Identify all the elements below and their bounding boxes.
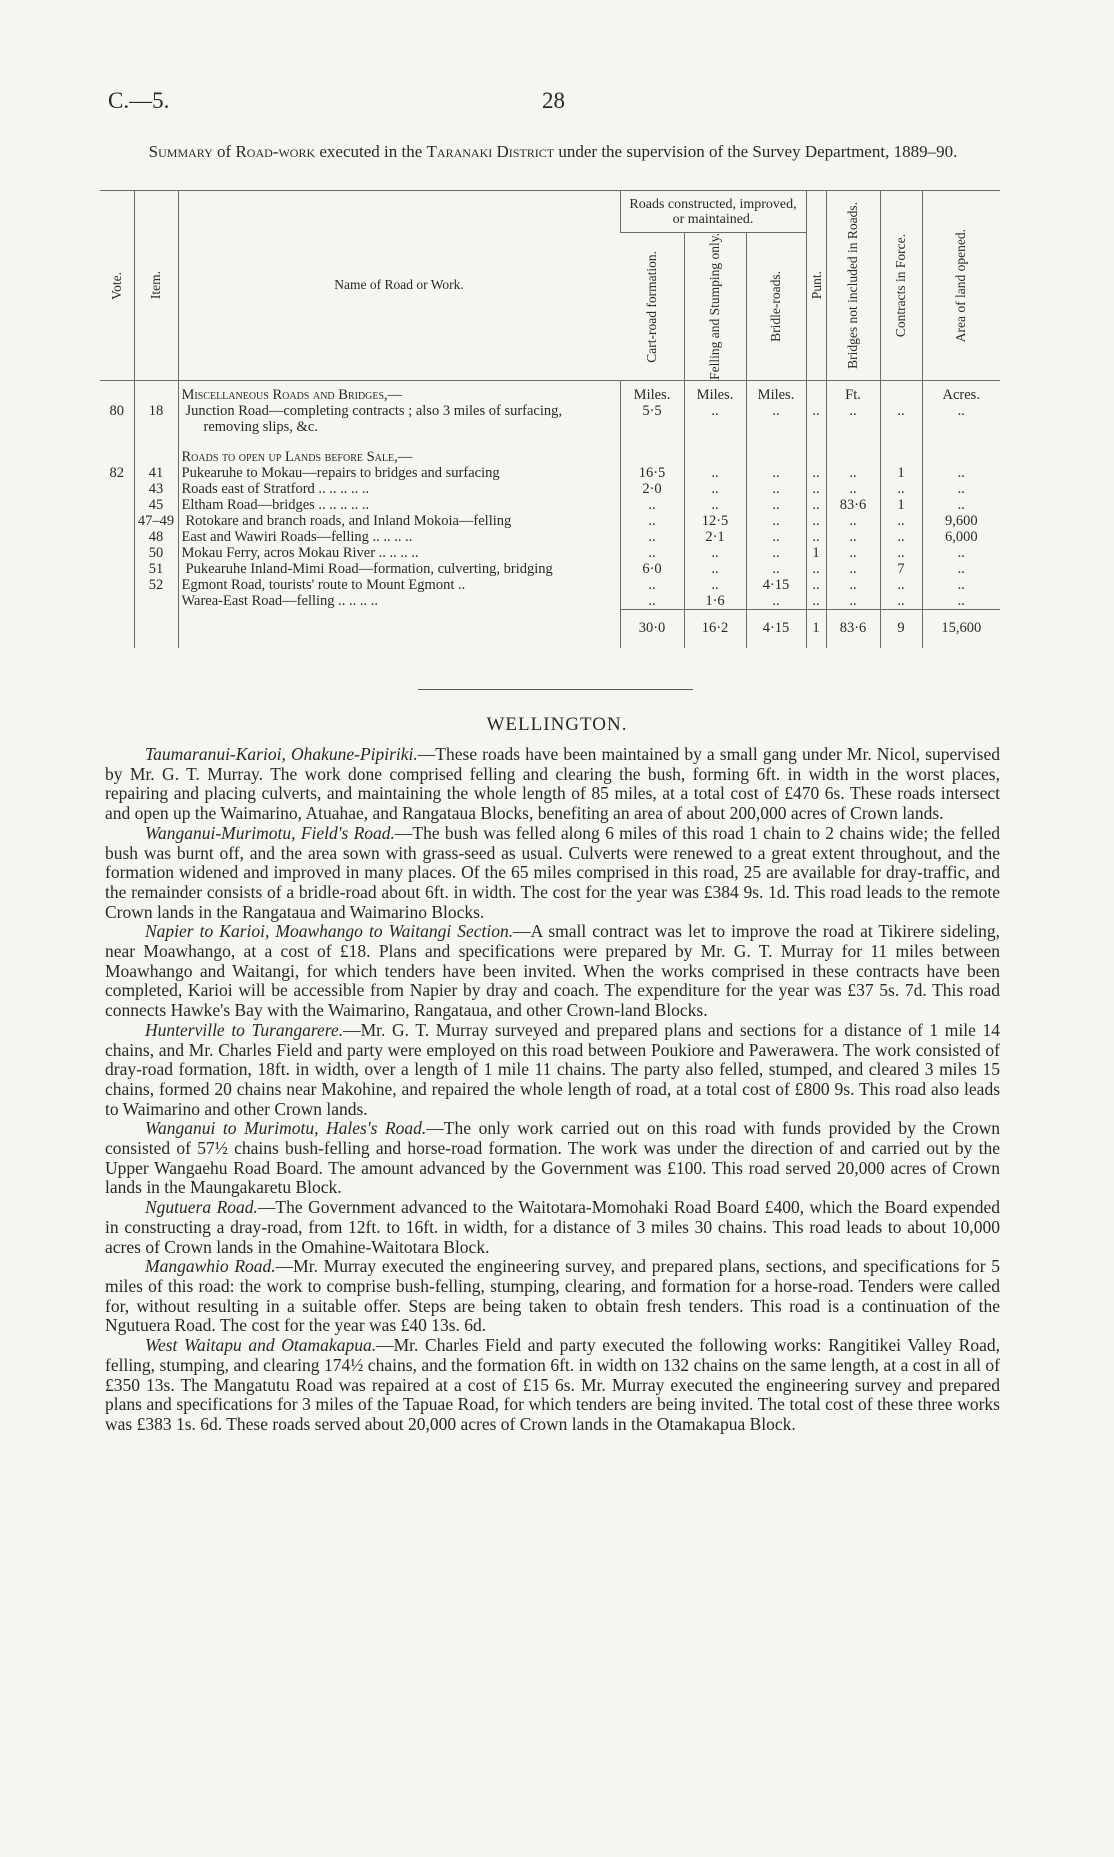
road-work-table [100,190,1000,648]
col-item-header: Item. [134,191,178,381]
table-row: 45 Eltham Road—bridges .. .. .. .. .. .. .. .. .. 83·6 1 .. [100,497,1000,513]
section-heading: Miscellaneous Roads and Bridges,— [181,386,403,403]
col-cart-road-header: Cart-road formation. [620,233,684,381]
table-row: 82 41 Pukearuhe to Mokau—repairs to bridges and surfacing 16·5 .. .. .. .. 1 .. [100,465,1000,481]
col-area-header: Area of land opened. [922,191,1000,381]
paragraph: West Waitapu and Otamakapua.—Mr. Charles Field and party executed the following works: Rangitikei Valley Road, felling, stumping, and clearing 174½ chains, and the formation 6ft. in width on 132 chains on the same length, at a cost in all of £350 13s. The Mangatutu Road was repaired at a cost of £15 6s. Mr. Murray executed the engineering survey and prepared plans and specifications for 3 miles of the Tapuae Road, for which tenders are being invited. The total cost of these three works was £383 1s. 6d. These roads served about 20,000 acres of Crown lands in the Otamakapua Block. [105,1335,1000,1434]
col-bridle-header: Bridle-roads. [746,233,806,381]
table-row: 52 Egmont Road, tourists' route to Mount Egmont .. .. .. 4·15 .. .. .. .. [100,577,1000,593]
paragraph: Taumaranui-Karioi, Ohakune-Pipiriki.—These roads have been maintained by a small gang under Mr. Nicol, supervised by Mr. G. T. Murray. The work done comprised felling and clearing the bush, forming 6ft. in width in the worst places, repairing and placing culverts, and maintaining the whole length of 85 miles, at a total cost of £470 6s. These roads intersect and open up the Waimarino, Atuahae, and Rangataua Blocks, benefiting an area of about 200,000 acres of Crown lands. [105,744,1001,824]
table-row: 80 18 Junction Road—completing contracts ; also 3 miles of surfacing, removing slips, &c. 5·5 .. .. .. .. .. .. [100,403,1000,435]
table-row: 50 Mokau Ferry, acros Mokau River .. .. .. .. .. .. .. 1 .. .. .. [100,545,1000,561]
section-heading: Roads to open up Lands before Sale,— [181,448,413,465]
paragraph: Wanganui-Murimotu, Field's Road.—The bush was felled along 6 miles of this road 1 chain to 2 chains wide; the felled bush was burnt off, and the area sown with grass-seed as usual. Culverts were renewed to a great extent throughout, and the formation widened and improved in many places. Of the 65 miles comprised in this road, 25 are available for dray-traffic, and the remainder consists of a bridle-road about 6ft. in width. The cost for the year was £384 9s. 1d. This road leads to the remote Crown lands in the Rangataua and Waimarino Blocks. [105,822,1000,922]
col-contracts-header: Contracts in Force. [880,191,922,381]
table-row: Miscellaneous Roads and Bridges,— Miles. Miles. Miles. Ft. Acres. [100,380,1000,403]
totals-row: 30·0 16·2 4·15 1 83·6 9 15,600 [100,609,1000,648]
col-punt-header: Punt. [806,191,826,381]
page-number: 28 [542,88,565,113]
table-row: 43 Roads east of Stratford .. .. .. .. .. 2·0 .. .. .. .. .. .. [100,481,1000,497]
wellington-body [105,745,1000,1435]
col-group-header: Roads constructed, improved, or maintained. [620,191,806,233]
section-title-wellington: WELLINGTON. [486,714,628,735]
paragraph: Hunterville to Turangarere.—Mr. G. T. Murray surveyed and prepared plans and sections for a distance of 1 mile 14 chains, and Mr. Charles Field and party were employed on this road between Poukiore and Pawerawera. The work consisted of dray-road formation, 18ft. in width, over a length of 1 mile 11 chains. The party also felled, stumped, and cleared 3 miles 15 chains, formed 20 chains near Makohine, and repaired the whole length of road, at a total cost of £800 9s. This road also leads to Waimarino and other Crown lands. [105,1019,1001,1119]
table-row: 48 East and Wawiri Roads—felling .. .. .. .. .. 2·1 .. .. .. .. 6,000 [100,529,1000,545]
paragraph: Napier to Karioi, Moawhango to Waitangi Section.—A small contract was let to improve the road at Tikirere sideling, near Moawhango, at a cost of £18. Plans and specifications were prepared by Mr. G. T. Murray for 11 miles between Moawhango and Waitangi, for which tenders have been invited. When the works comprised in these contracts have been completed, Karioi will be accessible from Napier by dray and coach. The expenditure for the year was £37 5s. 7d. This road connects Hawke's Bay with the Waimarino, Rangataua, and other Crown-land Blocks. [105,921,1000,1021]
paragraph: Mangawhio Road.—Mr. Murray executed the engineering survey, and prepared plans, sections, and specifications for 5 miles of this road: the work to comprise bush-felling, stumping, clearing, and formation for a horse-road. Tenders were called for, without resulting in a suitable offer. Steps are being taken to obtain fresh tenders. This road is a continuation of the Ngutuera Road. The cost for the year was £40 13s. 6d. [105,1256,1000,1336]
table-row: Warea-East Road—felling .. .. .. .. .. 1·6 .. .. .. .. .. [100,593,1000,610]
col-bridges-header: Bridges not included in Roads. [826,191,880,381]
table-row [100,449,1000,465]
summary-title: Summary of Road-work executed in the Taranaki District under the supervision of the Survey Department, 1889–90. [148,142,958,161]
page-header [108,88,1006,122]
col-name-header: Name of Road or Work. [178,191,620,381]
section-divider [418,689,693,690]
col-felling-header: Felling and Stumping only. [684,233,746,381]
col-vote-header: Vote. [100,191,134,381]
table-row: 51 Pukearuhe Inland-Mimi Road—formation, culverting, bridging 6·0 .. .. .. .. 7 .. [100,561,1000,577]
paragraph: Wanganui to Murimotu, Hales's Road.—The only work carried out on this road with funds provided by the Crown consisted of 57½ chains bush-felling and horse-road formation. The work was under the direction of and carried out by the Upper Wangaehu Road Board. The amount advanced by the Government was £100. This road served 20,000 acres of Crown lands in the Maungakaretu Block. [105,1118,1001,1198]
table-row: 47–49 Rotokare and branch roads, and Inland Mokoia—felling .. 12·5 .. .. .. .. 9,600 [100,513,1000,529]
report-code: C.—5. [108,88,170,113]
paragraph: Ngutuera Road.—The Government advanced to the Waitotara-Momohaki Road Board £400, which the Board expended in constructing a dray-road, from 12ft. to 16ft. in width, for a distance of 3 miles 30 chains. This road leads to about 10,000 acres of Crown lands in the Omahine-Waitotara Block. [105,1197,1000,1257]
